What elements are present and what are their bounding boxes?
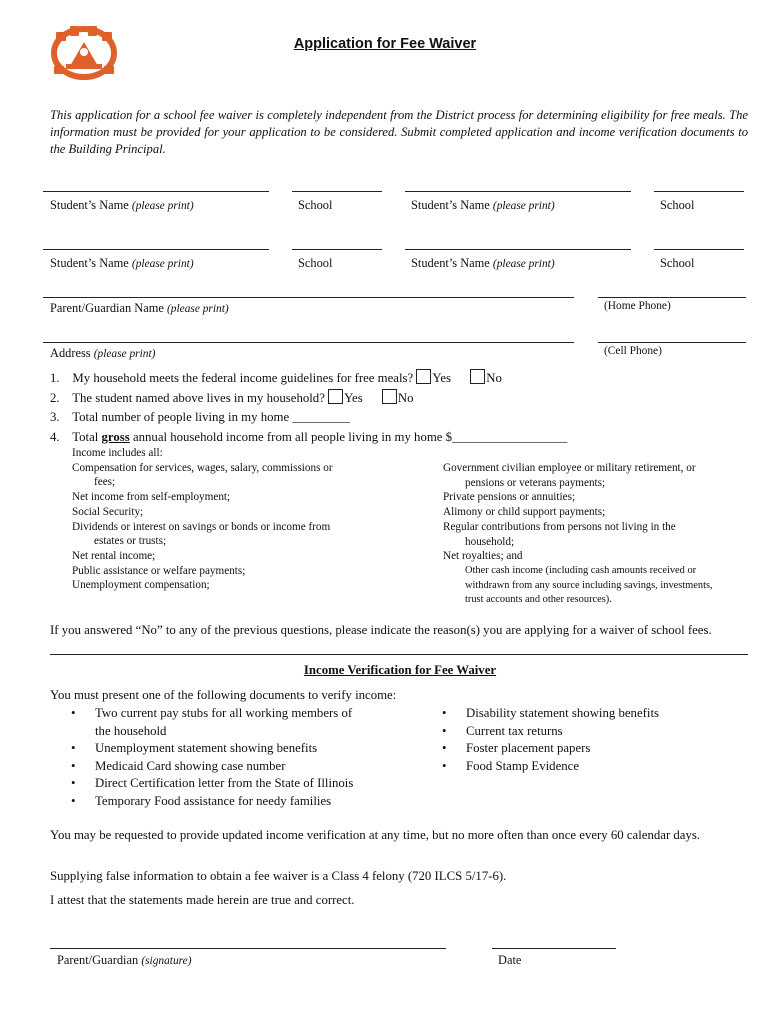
income-right-list: Government civilian employee or military retirement, or pensions or veterans payments; Private pensions or annuities; Alimony or child support payments; Regular contributions from persons not living in the household; Net royalties; and Other cash income (including cash amounts received or withdrawn from any source including savings, investments, trust accounts and other resources). <box>443 462 713 606</box>
reason-line[interactable] <box>50 654 748 655</box>
intro-paragraph: This application for a school fee waiver is completely independent from the District process for determining eligibility for free meals. The information must be provided for your application to be considered. Submit completed application and income verification documents to the Building Principal. <box>50 108 748 156</box>
list-item: • Medicaid Card showing case number <box>71 758 286 773</box>
felony-paragraph: Supplying false information to obtain a fee waiver is a Class 4 felony (720 ILCS 5/17-6). <box>50 869 507 883</box>
school-line-3[interactable] <box>292 249 382 250</box>
school-line-1[interactable] <box>292 191 382 192</box>
q1-no-checkbox[interactable] <box>470 369 485 384</box>
date-line[interactable] <box>492 948 616 949</box>
list-item: • Two current pay stubs for all working members of the household <box>71 706 353 738</box>
parent-name-label: Parent/Guardian Name (please print) <box>50 301 229 315</box>
home-phone-label: (Home Phone) <box>604 300 671 312</box>
q2-yes-checkbox[interactable] <box>328 389 343 404</box>
income-left-list: Income includes all: Compensation for services, wages, salary, commissions or fees; Net income from self-employment; Social Security; Dividends or interest on savings or bonds or income from estates or trusts; Net rental income; Public assistance or welfare payments; Unemployment compensation; <box>72 447 333 592</box>
page-title: Application for Fee Waiver <box>293 36 477 52</box>
list-item: • Temporary Food assistance for needy families <box>71 793 332 808</box>
verification-intro: You must present one of the following documents to verify income: <box>50 688 397 702</box>
school-label-1: School <box>298 198 333 212</box>
school-line-4[interactable] <box>654 249 744 250</box>
cell-phone-label: (Cell Phone) <box>604 345 662 357</box>
signature-label: Parent/Guardian (signature) <box>57 953 192 967</box>
student-name-line-1[interactable] <box>43 191 269 192</box>
student-name-line-2[interactable] <box>405 191 631 192</box>
update-paragraph: You may be requested to provide updated income verification at any time, but no more often than once every 60 calendar days. <box>50 828 701 842</box>
signature-line[interactable] <box>50 948 446 949</box>
list-item: • Foster placement papers <box>442 741 591 756</box>
question-4: 4. Total gross annual household income from all people living in my home $__________________ <box>50 430 568 444</box>
school-label-3: School <box>298 256 333 270</box>
attest-paragraph: I attest that the statements made herein are true and correct. <box>50 893 355 907</box>
question-3: 3. Total number of people living in my home _________ <box>50 410 350 424</box>
cell-phone-line[interactable] <box>598 342 746 343</box>
list-item: • Unemployment statement showing benefits <box>71 741 318 756</box>
verification-right-list <box>421 705 751 775</box>
district-logo <box>48 22 120 82</box>
list-item: • Disability statement showing benefits <box>442 706 659 720</box>
q1-yes-checkbox[interactable] <box>416 369 431 384</box>
q2-no-checkbox[interactable] <box>382 389 397 404</box>
reason-paragraph: If you answered “No” to any of the previous questions, please indicate the reason(s) you are applying for a waiver of school fees. <box>50 623 712 637</box>
question-1: 1. My household meets the federal income guidelines for free meals? Yes No <box>50 371 502 385</box>
school-label-4: School <box>660 256 695 270</box>
student-name-label-1: Student’s Name (please print) <box>50 198 194 212</box>
student-name-line-3[interactable] <box>43 249 269 250</box>
parent-name-line[interactable] <box>43 297 574 298</box>
list-item: • Direct Certification letter from the State of Illinois <box>71 776 354 791</box>
verification-title: Income Verification for Fee Waiver <box>303 663 497 677</box>
school-label-2: School <box>660 198 695 212</box>
district-seal-icon <box>48 22 120 82</box>
home-phone-line[interactable] <box>598 297 746 298</box>
student-name-label-4: Student’s Name (please print) <box>411 256 555 270</box>
student-name-line-4[interactable] <box>405 249 631 250</box>
date-label: Date <box>498 953 522 967</box>
student-name-label-3: Student’s Name (please print) <box>50 256 194 270</box>
list-item: • Current tax returns <box>442 723 563 738</box>
address-line[interactable] <box>43 342 574 343</box>
list-item: • Food Stamp Evidence <box>442 758 580 773</box>
school-line-2[interactable] <box>654 191 744 192</box>
address-label: Address (please print) <box>50 346 156 360</box>
student-name-label-2: Student’s Name (please print) <box>411 198 555 212</box>
question-2: 2. The student named above lives in my household? Yes No <box>50 391 414 405</box>
verification-left-list <box>50 705 430 811</box>
